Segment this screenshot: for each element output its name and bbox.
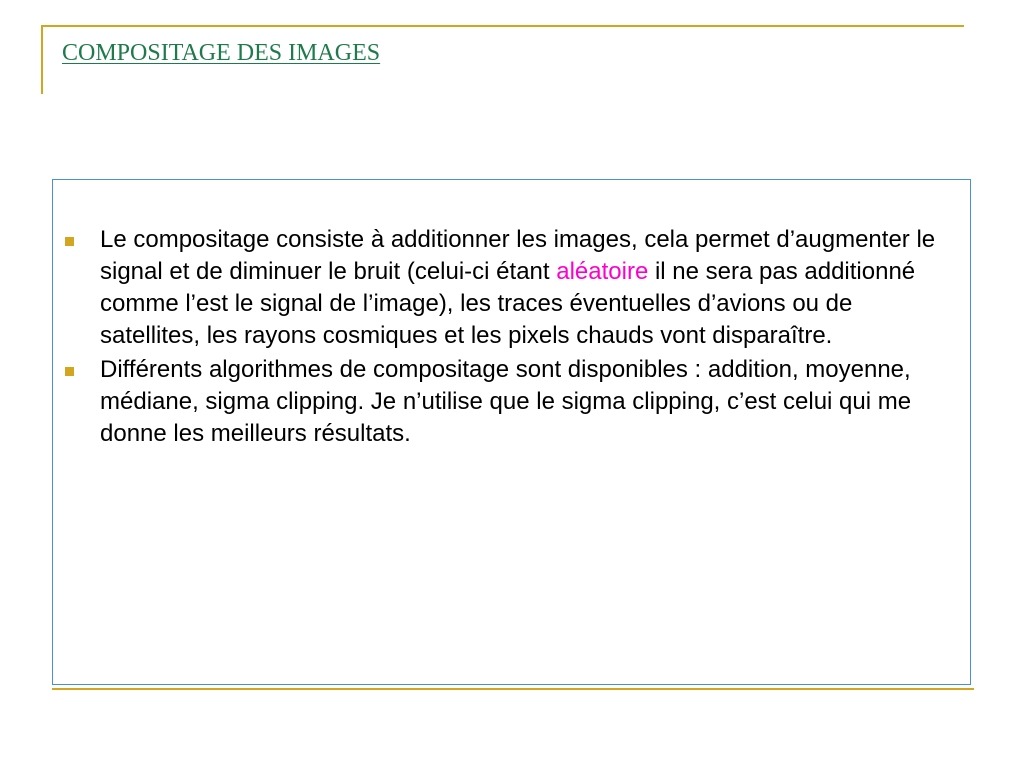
slide-title: COMPOSITAGE DES IMAGES bbox=[62, 40, 381, 66]
bullet-item-algorithms bbox=[100, 354, 950, 450]
square-bullet-icon bbox=[65, 367, 74, 376]
bullet-text-end: il ne sera pas additionné comme l’est le signal de l’image), les traces éventuelles d’avions ou de satellites, les rayons cosmiques et les pixels chauds vont disparaître. bbox=[100, 258, 916, 349]
bullet-text: Différents algorithmes de compositage sont disponibles : addition, moyenne, médiane, sigma clipping. Je n’utilise que le sigma clipping, c’est celui qui me donne les meilleurs résultats. bbox=[100, 356, 912, 447]
bullet-item-compositage bbox=[100, 224, 950, 352]
title-frame-top-rule bbox=[42, 25, 964, 27]
bullet-list bbox=[100, 224, 950, 452]
title-frame-left-rule bbox=[41, 25, 43, 94]
bullet-text-start: Le compositage consiste à additionner les images, cela permet d’augmenter le signal et de diminuer le bruit (celui-ci étant bbox=[100, 226, 936, 285]
highlighted-word: aléatoire bbox=[556, 258, 649, 285]
square-bullet-icon bbox=[65, 237, 74, 246]
content-bottom-rule bbox=[52, 688, 974, 690]
